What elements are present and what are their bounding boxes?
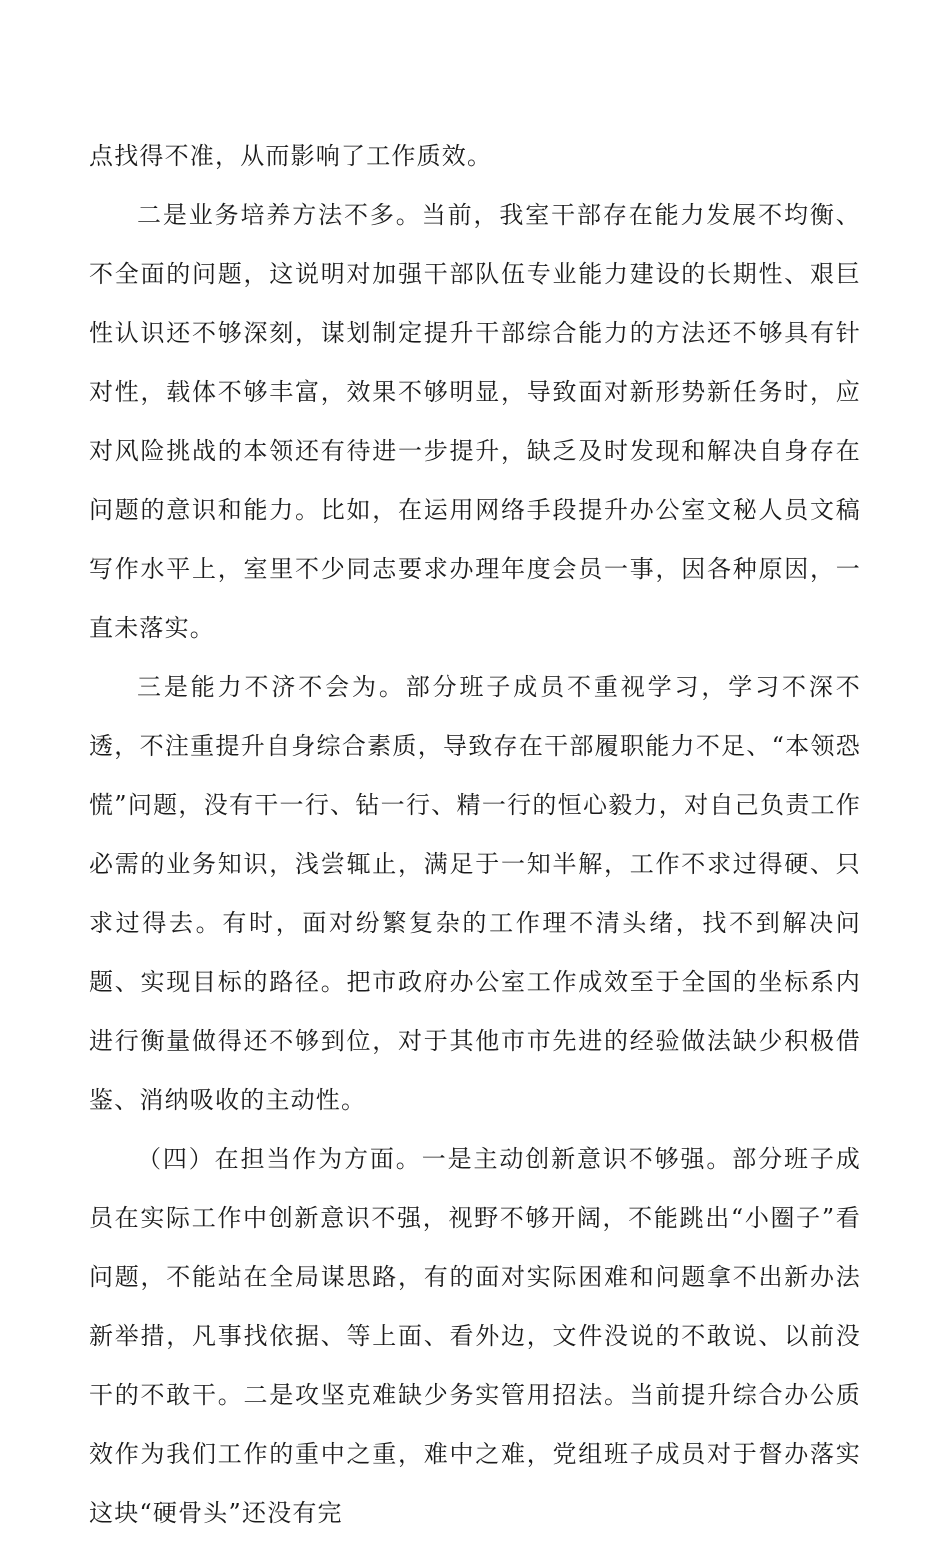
paragraph-4: （四）在担当作为方面。一是主动创新意识不够强。部分班子成员在实际工作中创新意识不强，视野不够开阔，不能跳出“小圈子”看问题，不能站在全局谋思路，有的面对实际困难和问题拿不出新办法新举措，凡事找依据、等上面、看外边，文件没说的不敢说、以前没干的不敢干。二是攻坚克难缺少务实管用招法。当前提升综合办公质效作为我们工作的重中之重，难中之难，党组班子成员对于督办落实这块“硬骨头”还没有完 (89, 1145, 861, 1527)
paragraph-3: 三是能力不济不会为。部分班子成员不重视学习，学习不深不透，不注重提升自身综合素质，导致存在干部履职能力不足、“本领恐慌”问题，没有干一行、钻一行、精一行的恒心毅力，对自己负责工作必需的业务知识，浅尝辄止，满足于一知半解，工作不求过得硬、只求过得去。有时，面对纷繁复杂的工作理不清头绪，找不到解决问题、实现目标的路径。把市政府办公室工作成效至于全国的坐标系内进行衡量做得还不够到位，对于其他市市先进的经验做法缺少积极借鉴、消纳吸收的主动性。 (89, 673, 861, 1114)
document-body (89, 127, 861, 1543)
paragraph-1: 点找得不准，从而影响了工作质效。 (89, 142, 493, 170)
paragraph-2: 二是业务培养方法不多。当前，我室干部存在能力发展不均衡、不全面的问题，这说明对加强干部队伍专业能力建设的长期性、艰巨性认识还不够深刻，谋划制定提升干部综合能力的方法还不够具有针对性，载体不够丰富，效果不够明显，导致面对新形势新任务时，应对风险挑战的本领还有待进一步提升，缺乏及时发现和解决自身存在问题的意识和能力。比如，在运用网络手段提升办公室文秘人员文稿写作水平上，室里不少同志要求办理年度会员一事，因各种原因，一直未落实。 (89, 201, 861, 642)
